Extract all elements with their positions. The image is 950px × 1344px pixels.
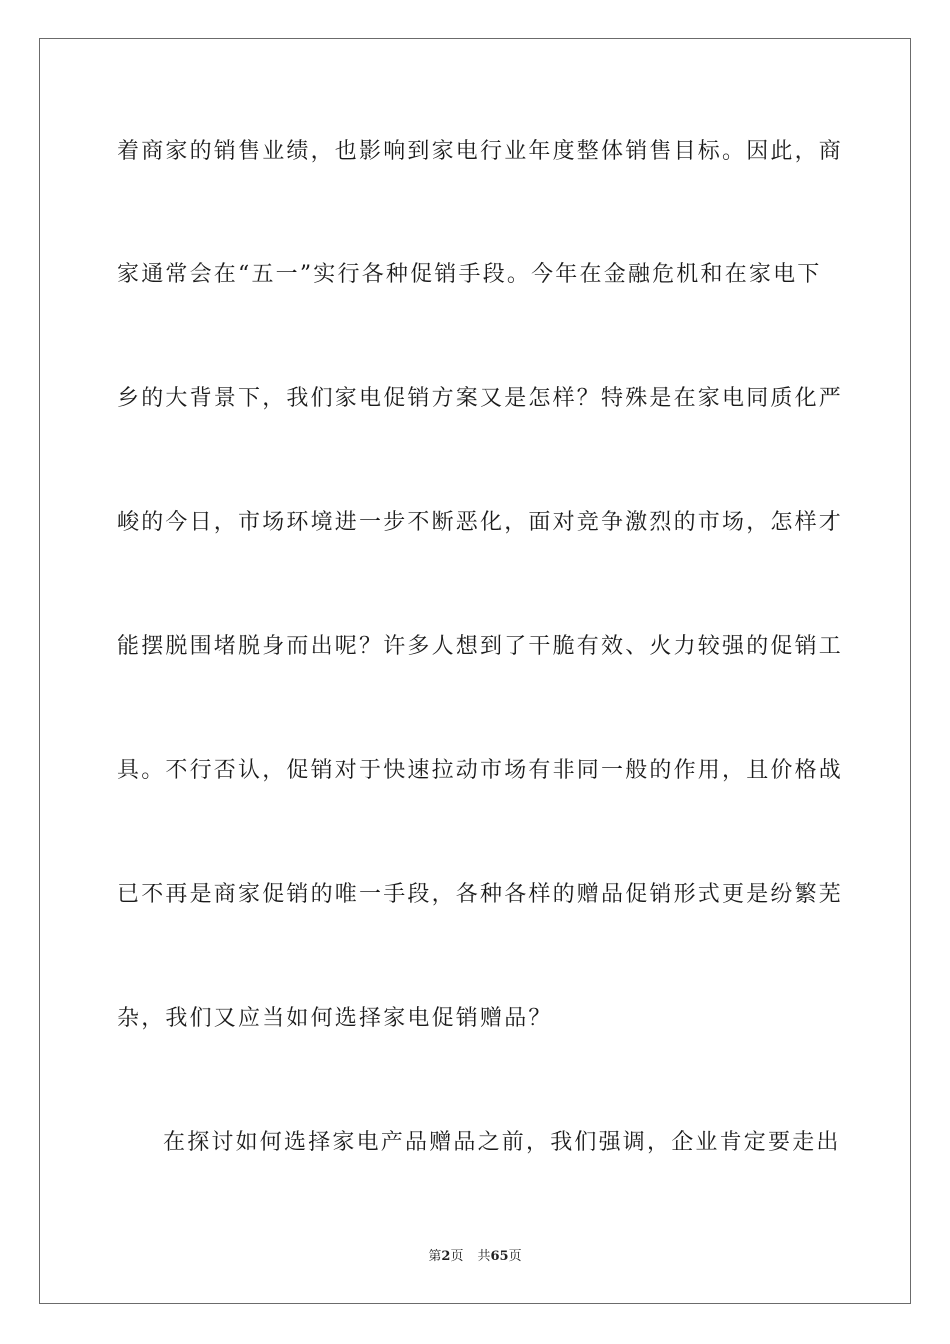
total-label-prefix: 共 [477, 1249, 491, 1264]
body-text-line: 着商家的销售业绩，也影响到家电行业年度整体销售目标。因此，商 [117, 139, 844, 164]
body-text-line: 能摆脱围堵脱身而出呢？许多人想到了干脆有效、火力较强的促销工 [117, 634, 844, 659]
paragraph-start-line: 在探讨如何选择家电产品赠品之前，我们强调，企业肯定要走出 [163, 1130, 841, 1155]
body-text-line: 家通常会在“五一”实行各种促销手段。今年在金融危机和在家电下 [117, 262, 822, 287]
total-label-suffix: 页 [508, 1249, 522, 1264]
body-text-line: 已不再是商家促销的唯一手段，各种各样的赠品促销形式更是纷繁芜 [117, 882, 844, 907]
body-text-line: 具。不行否认，促销对于快速拉动市场有非同一般的作用，且价格战 [117, 758, 844, 783]
body-text-line: 峻的今日，市场环境进一步不断恶化，面对竞争激烈的市场，怎样才 [117, 510, 844, 535]
page-border [39, 38, 911, 1304]
page-number: 2 [441, 1249, 451, 1264]
page-footer [0, 1248, 950, 1266]
page-label-prefix: 第 [428, 1249, 442, 1264]
body-text-line: 乡的大背景下，我们家电促销方案又是怎样？特殊是在家电同质化严 [117, 386, 844, 411]
page-label-suffix: 页 [450, 1249, 464, 1264]
total-pages: 65 [490, 1249, 509, 1264]
body-text-line: 杂，我们又应当如何选择家电促销赠品？ [117, 1006, 553, 1031]
